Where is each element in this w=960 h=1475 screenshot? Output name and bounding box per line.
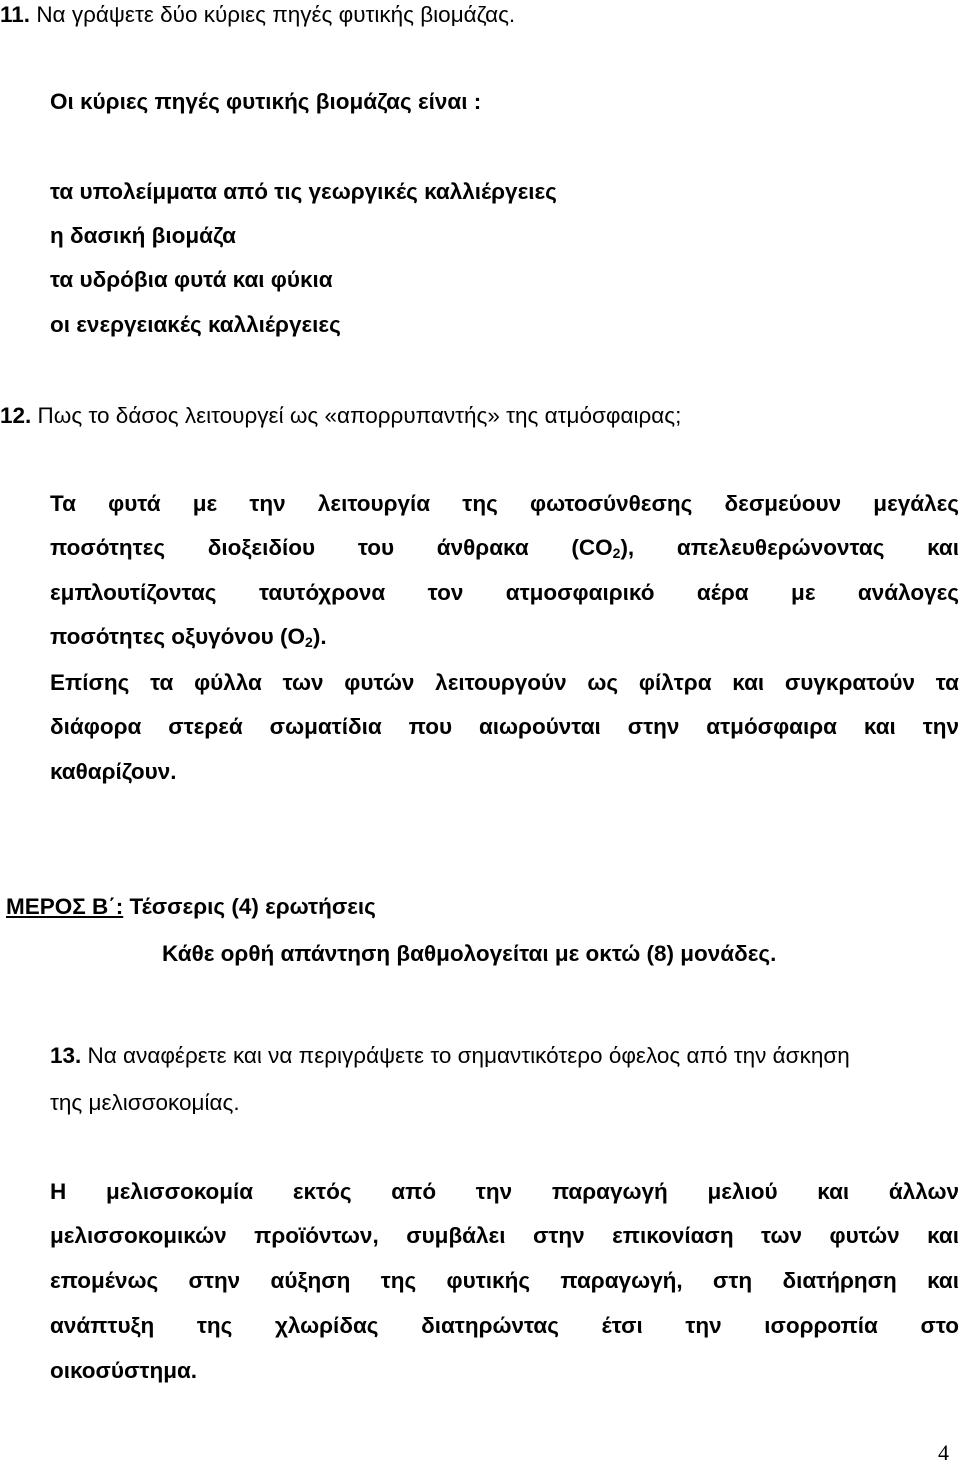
question-11: [0, 2, 515, 28]
question-11-text: Να γράψετε δύο κύριες πηγές φυτικής βιομάζας.: [36, 2, 516, 27]
question-12-answer-line-5: Επίσης τα φύλλα των φυτών λειτουργούν ως φίλτρα και συγκρατούν τα: [50, 670, 959, 695]
question-12-answer-line-6: διάφορα στερεά σωματίδια που αιωρούνται στην ατμόσφαιρα και την: [50, 714, 959, 739]
part-b-title: Τέσσερις (4) ερωτήσεις: [129, 894, 376, 919]
question-12-answer-line-2: ποσότητες διοξειδίου του άνθρακα $(CO_2)$, απελευθερώνοντας και: [50, 535, 960, 561]
question-11-source-3: τα υδρόβια φυτά και φύκια: [50, 267, 333, 292]
question-13-text-line-2: της μελισσοκομίας.: [50, 1090, 240, 1115]
question-12-text: Πως το δάσος λειτουργεί ως «απορρυπαντής» της ατμόσφαιρας;: [37, 403, 682, 428]
question-12-answer-line-7: καθαρίζουν.: [50, 759, 177, 784]
o2-subscript: 2: [305, 634, 313, 650]
part-b-heading: [6, 894, 376, 920]
question-13-answer-line-3: επομένως στην αύξηση της φυτικής παραγωγή, στη διατήρηση και: [50, 1268, 959, 1293]
question-11-source-1: τα υπολείμματα από τις γεωργικές καλλιέργειες: [50, 179, 557, 204]
question-12-answer-line-1: Τα φυτά με την λειτουργία της φωτοσύνθεσης δεσμεύουν μεγάλες: [50, 491, 959, 516]
question-11-answer-intro: Οι κύριες πηγές φυτικής βιομάζας είναι :: [50, 89, 482, 114]
question-13-answer-line-1: Η μελισσοκομία εκτός από την παραγωγή μελιού και άλλων: [50, 1179, 959, 1204]
question-12: [0, 403, 681, 429]
part-b-scoring: Κάθε ορθή απάντηση βαθμολογείται με οκτώ (8) μονάδες.: [162, 941, 777, 966]
question-13-answer-line-4: ανάπτυξη της χλωρίδας διατηρώντας έτσι την ισορροπία στο: [50, 1313, 959, 1338]
part-b-label: ΜΕΡΟΣ Β΄:: [6, 894, 124, 919]
question-13-text-line-1: Να αναφέρετε και να περιγράψετε το σημαντικότερο όφελος από την άσκηση: [87, 1043, 850, 1068]
question-11-source-4: οι ενεργειακές καλλιέργειες: [50, 312, 341, 337]
co2-subscript: 2: [612, 545, 621, 561]
question-11-number: 11.: [0, 2, 31, 27]
question-12-number: 12.: [0, 403, 32, 428]
question-12-answer-line-3: εμπλουτίζοντας ταυτόχρονα τον ατμοσφαιρικό αέρα με ανάλογες: [50, 580, 959, 605]
question-11-source-2: η δασική βιομάζα: [50, 223, 236, 248]
question-13-answer-line-5: οικοσύστημα.: [50, 1358, 198, 1383]
question-13-answer-line-2: μελισσοκομικών προϊόντων, συμβάλει στην επικονίαση των φυτών και: [50, 1223, 959, 1248]
question-13-number: 13.: [50, 1043, 82, 1068]
question-12-answer-line-4: ποσότητες οξυγόνου $(O_2)$.: [50, 624, 327, 650]
page-number: 4: [938, 1440, 949, 1465]
question-13: [50, 1043, 850, 1069]
